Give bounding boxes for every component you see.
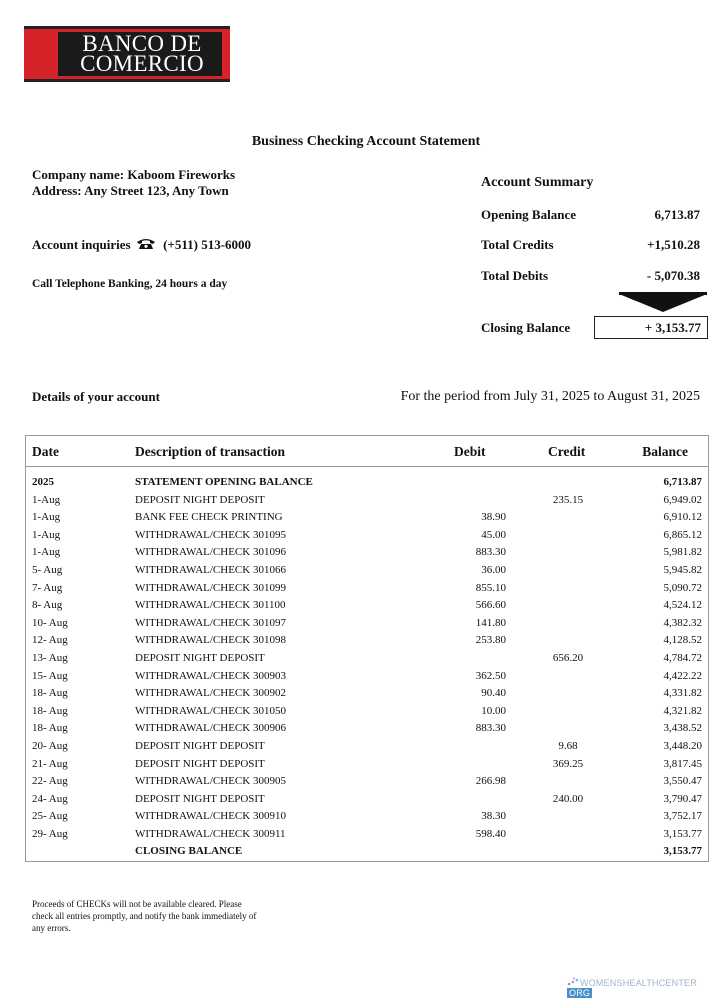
row-credit: 240.00 bbox=[552, 792, 584, 805]
inquiries-label: Account inquiries bbox=[32, 237, 131, 252]
row-balance: 3,817.45 bbox=[663, 757, 702, 770]
closing-balance-box bbox=[594, 316, 708, 339]
row-balance: 3,448.20 bbox=[663, 739, 702, 752]
row-description: WITHDRAWAL/CHECK 301098 bbox=[135, 634, 286, 647]
row-description: WITHDRAWAL/CHECK 300903 bbox=[135, 669, 286, 682]
header-balance: Balance bbox=[642, 444, 688, 459]
row-description: BANK FEE CHECK PRINTING bbox=[135, 511, 283, 524]
row-balance: 4,128.52 bbox=[663, 634, 702, 647]
table-row bbox=[26, 756, 708, 774]
row-date: 24- Aug bbox=[32, 792, 68, 805]
row-description: WITHDRAWAL/CHECK 301100 bbox=[135, 599, 286, 612]
logo-top-bar bbox=[24, 26, 230, 29]
row-credit: 9.68 bbox=[558, 739, 578, 752]
account-inquiries bbox=[32, 237, 251, 253]
row-date: 18- Aug bbox=[32, 704, 68, 717]
total-debits-value: - 5,070.38 bbox=[646, 268, 700, 283]
row-description: WITHDRAWAL/CHECK 301066 bbox=[135, 563, 286, 576]
row-balance: 3,550.47 bbox=[663, 775, 702, 788]
row-date: 18- Aug bbox=[32, 687, 68, 700]
row-date: 7- Aug bbox=[32, 581, 63, 594]
telephone-icon bbox=[136, 238, 156, 250]
table-row bbox=[26, 843, 708, 861]
row-balance: 4,784.72 bbox=[663, 651, 702, 664]
company-address: Address: Any Street 123, Any Town bbox=[32, 183, 229, 198]
table-row bbox=[26, 615, 708, 633]
row-debit: 38.90 bbox=[481, 511, 506, 524]
table-row bbox=[26, 773, 708, 791]
table-row bbox=[26, 544, 708, 562]
row-credit: 369.25 bbox=[552, 757, 584, 770]
row-debit: 45.00 bbox=[481, 528, 506, 541]
row-debit: 266.98 bbox=[475, 775, 506, 788]
closing-balance-value: + 3,153.77 bbox=[644, 320, 701, 335]
header-date: Date bbox=[32, 444, 59, 459]
watermark-text: WOMENSHEALTHCENTER bbox=[580, 978, 697, 988]
bank-logo bbox=[24, 26, 230, 82]
row-balance: 4,382.32 bbox=[663, 616, 702, 629]
closing-balance-label: Closing Balance bbox=[481, 320, 571, 335]
row-date: 1-Aug bbox=[32, 493, 61, 506]
row-date: 13- Aug bbox=[32, 651, 68, 664]
watermark-tld: ORG bbox=[569, 988, 591, 998]
row-description: WITHDRAWAL/CHECK 300905 bbox=[135, 775, 286, 788]
table-row bbox=[26, 527, 708, 545]
row-debit: 362.50 bbox=[475, 669, 506, 682]
table-row bbox=[26, 562, 708, 580]
total-debits-label: Total Debits bbox=[481, 268, 549, 283]
table-row bbox=[26, 685, 708, 703]
table-row bbox=[26, 492, 708, 510]
row-date: 1-Aug bbox=[32, 546, 61, 559]
table-row bbox=[26, 826, 708, 844]
transaction-rows bbox=[26, 474, 708, 861]
row-balance: 6,865.12 bbox=[663, 528, 702, 541]
row-date: 15- Aug bbox=[32, 669, 68, 682]
opening-balance-label: Opening Balance bbox=[481, 207, 576, 222]
row-date: 1-Aug bbox=[32, 511, 61, 524]
down-arrow-icon bbox=[619, 294, 707, 312]
details-label: Details of your account bbox=[32, 389, 160, 404]
row-balance: 3,438.52 bbox=[663, 722, 702, 735]
row-description: WITHDRAWAL/CHECK 300902 bbox=[135, 687, 286, 700]
row-balance: 4,422.22 bbox=[663, 669, 702, 682]
table-row bbox=[26, 509, 708, 527]
row-description: DEPOSIT NIGHT DEPOSIT bbox=[135, 757, 265, 770]
row-date: 5- Aug bbox=[32, 563, 63, 576]
row-description: WITHDRAWAL/CHECK 301099 bbox=[135, 581, 286, 594]
row-balance: 3,790.47 bbox=[663, 792, 702, 805]
row-debit: 855.10 bbox=[475, 581, 506, 594]
transactions-table bbox=[25, 435, 709, 862]
watermark bbox=[566, 977, 720, 998]
row-debit: 90.40 bbox=[481, 687, 506, 700]
header-credit: Credit bbox=[548, 444, 586, 459]
table-row bbox=[26, 720, 708, 738]
total-credits-label: Total Credits bbox=[481, 237, 554, 252]
row-description: WITHDRAWAL/CHECK 301096 bbox=[135, 546, 286, 559]
row-description: WITHDRAWAL/CHECK 300906 bbox=[135, 722, 286, 735]
row-description: DEPOSIT NIGHT DEPOSIT bbox=[135, 792, 265, 805]
row-balance: 4,331.82 bbox=[663, 687, 702, 700]
account-summary-title: Account Summary bbox=[481, 175, 594, 190]
row-description: DEPOSIT NIGHT DEPOSIT bbox=[135, 651, 265, 664]
table-row bbox=[26, 738, 708, 756]
header-divider bbox=[26, 466, 708, 467]
header-debit: Debit bbox=[454, 444, 486, 459]
row-date: 21- Aug bbox=[32, 757, 68, 770]
table-row bbox=[26, 580, 708, 598]
row-debit: 38.30 bbox=[481, 810, 506, 823]
watermark-dots-icon bbox=[566, 977, 580, 987]
row-balance: 4,524.12 bbox=[663, 599, 702, 612]
table-row bbox=[26, 668, 708, 686]
table-row bbox=[26, 650, 708, 668]
table-row bbox=[26, 703, 708, 721]
row-balance: 4,321.82 bbox=[663, 704, 702, 717]
row-date: 20- Aug bbox=[32, 739, 68, 752]
row-description: WITHDRAWAL/CHECK 301097 bbox=[135, 616, 286, 629]
row-date: 18- Aug bbox=[32, 722, 68, 735]
row-balance: 5,090.72 bbox=[663, 581, 702, 594]
logo-text-line1: BANCO DE bbox=[82, 31, 202, 56]
row-debit: 10.00 bbox=[481, 704, 506, 717]
row-debit: 598.40 bbox=[475, 827, 506, 840]
row-date: 2025 bbox=[32, 476, 54, 488]
row-debit: 883.30 bbox=[475, 722, 506, 735]
row-debit: 141.80 bbox=[475, 616, 506, 629]
row-date: 22- Aug bbox=[32, 775, 68, 788]
table-row bbox=[26, 474, 708, 492]
row-credit: 656.20 bbox=[552, 651, 584, 664]
row-debit: 566.60 bbox=[475, 599, 506, 612]
row-balance: 3,153.77 bbox=[663, 845, 702, 858]
row-debit: 883.30 bbox=[475, 546, 506, 559]
table-row bbox=[26, 791, 708, 809]
row-balance: 5,981.82 bbox=[663, 546, 702, 559]
company-name: Company name: Kaboom Fireworks bbox=[32, 167, 236, 182]
row-description: WITHDRAWAL/CHECK 300911 bbox=[135, 827, 286, 840]
row-date: 8- Aug bbox=[32, 599, 63, 612]
row-balance: 5,945.82 bbox=[663, 563, 702, 576]
row-date: 10- Aug bbox=[32, 616, 68, 629]
table-row bbox=[26, 808, 708, 826]
table-row bbox=[26, 632, 708, 650]
row-balance: 6,949.02 bbox=[663, 493, 702, 506]
row-description: DEPOSIT NIGHT DEPOSIT bbox=[135, 493, 265, 506]
header-description: Description of transaction bbox=[135, 444, 285, 459]
telephone-banking: Call Telephone Banking, 24 hours a day bbox=[32, 278, 228, 290]
row-debit: 36.00 bbox=[481, 563, 506, 576]
statement-period: For the period from July 31, 2025 to August 31, 2025 bbox=[400, 389, 700, 404]
row-balance: 6,910.12 bbox=[663, 511, 702, 524]
table-row bbox=[26, 597, 708, 615]
row-balance: 3,153.77 bbox=[663, 827, 702, 840]
statement-title: Business Checking Account Statement bbox=[251, 134, 481, 149]
row-date: 25- Aug bbox=[32, 810, 68, 823]
row-description: STATEMENT OPENING BALANCE bbox=[135, 476, 313, 488]
row-credit: 235.15 bbox=[552, 493, 584, 506]
row-balance: 6,713.87 bbox=[663, 476, 702, 488]
row-description: WITHDRAWAL/CHECK 301050 bbox=[135, 704, 286, 717]
row-balance: 3,752.17 bbox=[663, 810, 702, 823]
footnote: Proceeds of CHECKs will not be available cleared. Please check all entries promptly, and notify the bank immediately of any errors. bbox=[32, 899, 257, 933]
row-date: 29- Aug bbox=[32, 827, 68, 840]
row-description: WITHDRAWAL/CHECK 300910 bbox=[135, 810, 286, 823]
row-description: CLOSING BALANCE bbox=[135, 845, 243, 858]
row-description: DEPOSIT NIGHT DEPOSIT bbox=[135, 739, 265, 752]
row-date: 12- Aug bbox=[32, 634, 68, 647]
logo-text-line2: COMERCIO bbox=[80, 51, 204, 76]
row-date: 1-Aug bbox=[32, 528, 61, 541]
row-debit: 253.80 bbox=[475, 634, 506, 647]
total-credits-value: +1,510.28 bbox=[647, 237, 700, 252]
row-description: WITHDRAWAL/CHECK 301095 bbox=[135, 528, 286, 541]
logo-bottom-bar bbox=[24, 79, 230, 82]
phone-number: (+511) 513-6000 bbox=[163, 237, 252, 252]
opening-balance-value: 6,713.87 bbox=[654, 207, 700, 222]
